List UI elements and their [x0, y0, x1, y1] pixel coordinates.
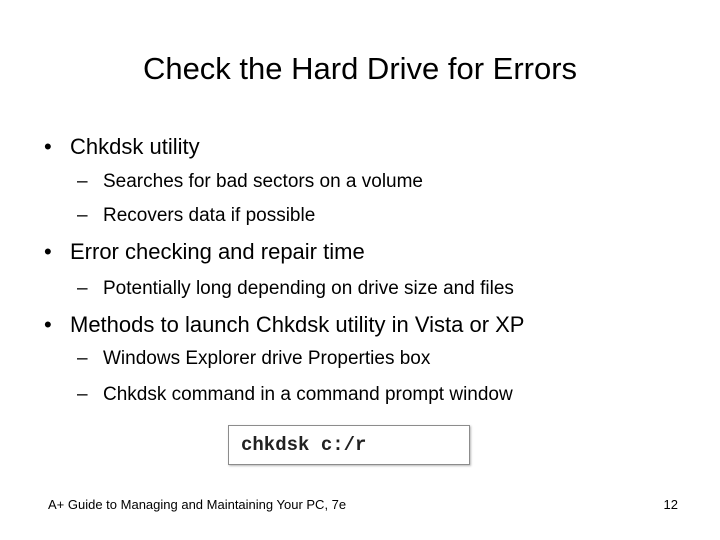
bullet-glyph: •: [44, 312, 52, 337]
bullet-glyph: •: [44, 134, 52, 159]
bullet-glyph: •: [44, 239, 52, 264]
sub-bullet-glyph: –: [77, 384, 88, 405]
page-number: 12: [663, 497, 678, 512]
sub-bullet-text: Potentially long depending on drive size and files: [103, 278, 514, 299]
command-screenshot-box: [228, 425, 470, 465]
bullet-text: Methods to launch Chkdsk utility in Vista or XP: [70, 312, 525, 337]
command-text: chkdsk c:/r: [241, 434, 367, 456]
bullet-text: Chkdsk utility: [70, 134, 200, 159]
sub-bullet-glyph: –: [77, 171, 88, 192]
sub-bullet-text: Chkdsk command in a command prompt window: [103, 384, 513, 405]
sub-bullet-chkdsk-command: [77, 383, 513, 407]
sub-bullet-text: Searches for bad sectors on a volume: [103, 171, 424, 192]
slide-title: Check the Hard Drive for Errors: [142, 51, 578, 86]
sub-bullet-windows-explorer: [77, 347, 430, 371]
sub-bullet-text: Recovers data if possible: [103, 205, 316, 226]
bullet-text: Error checking and repair time: [70, 239, 365, 264]
footer-text: A+ Guide to Managing and Maintaining Your PC, 7e: [48, 497, 347, 512]
sub-bullet-glyph: –: [77, 348, 88, 369]
bullet-error-checking: [44, 238, 365, 266]
sub-bullet-recovers: [77, 204, 315, 228]
sub-bullet-glyph: –: [77, 278, 88, 299]
sub-bullet-searches: [77, 170, 423, 194]
bullet-methods: [44, 311, 524, 339]
bullet-chkdsk-utility: [44, 133, 200, 161]
sub-bullet-potentially-long: [77, 277, 514, 301]
sub-bullet-text: Windows Explorer drive Properties box: [103, 348, 431, 369]
sub-bullet-glyph: –: [77, 205, 88, 226]
